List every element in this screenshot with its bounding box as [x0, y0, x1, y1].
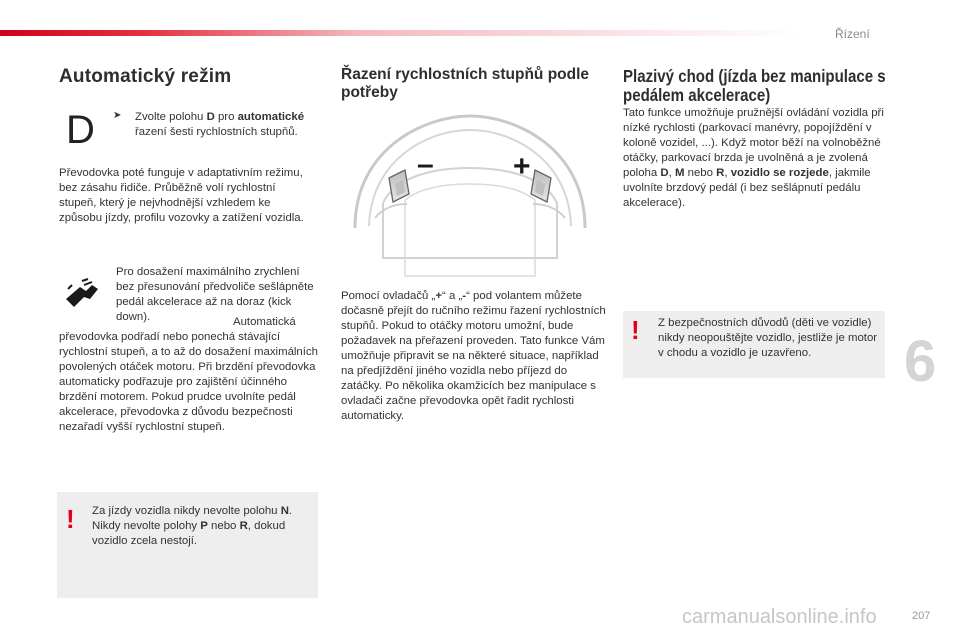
paddle-right-icon	[531, 170, 551, 202]
warning-icon: !	[66, 504, 75, 534]
bullet-icon: ➤	[113, 110, 122, 121]
select-d-instruction: Zvolte polohu D pro automatické řazení šesti rychlostních stupňů.	[135, 111, 305, 138]
warning-icon: !	[631, 315, 640, 345]
heading-automatic-mode: Automatický režim	[59, 66, 232, 87]
chapter-title: Řízení	[835, 27, 870, 41]
steering-wheel-paddles-illustration	[335, 108, 605, 278]
heading-creep-mode: Plazivý chod (jízda bez manipulace s pedálem akcelerace)	[623, 66, 886, 105]
chapter-number: 6	[904, 329, 937, 394]
page-number: 207	[912, 610, 931, 622]
header-gradient-rule	[0, 30, 800, 36]
warning-box-children	[623, 311, 885, 378]
wheel-plus-label: +	[513, 150, 531, 183]
paddle-left-icon	[389, 170, 409, 202]
gear-position-d-symbol: D	[66, 108, 95, 152]
kick-down-foot-icon	[62, 277, 102, 311]
watermark: carmanualsonline.info	[682, 606, 877, 628]
kick-down-paragraph: Pro dosažení maximálního zrychlení bez přesunování předvoliče sešlápněte pedál akcelerace až na doraz (kick down).	[116, 266, 314, 323]
downshift-paragraph: Automatická převodovka podřadí nebo ponechá stávající rychlostní stupeň, a to až do dosažení maximálních povolených otáček motoru. Při brzdění převodovka automaticky podřazuje pro zajištění účinného brzdění motorem. Pokud prudce uvolníte pedál akcelerace, převodovka z důvodu bezpečnosti nezařadí vyšší rychlostní stupeň.	[59, 316, 318, 433]
warning-text-children: Z bezpečnostních důvodů (děti ve vozidle) nikdy neopouštějte vozidlo, jestliže je motor v chodu a vozidlo je uzavřeno.	[658, 317, 878, 359]
warning-text-neutral: Za jízdy vozidla nikdy nevolte polohu N. Nikdy nevolte polohy P nebo R, dokud vozidlo zcela nestojí.	[92, 505, 293, 547]
warning-box-neutral	[57, 492, 318, 598]
creep-mode-paragraph: Tato funkce umožňuje pružnější ovládání vozidla při nízké rychlosti (parkovací manévry, popojíždění v koloně vozidel, ...). Když motor běží na volnoběžné otáčky, parkovací brzda je uvolněná a je zvolená poloha D, M nebo R, vozidlo se rozjede, jakmile uvolníte brzdový pedál (i bez sešlápnutí pedálu akcelerace).	[623, 107, 884, 209]
heading-manual-shifting: Řazení rychlostních stupňů podle potřeby	[341, 66, 590, 101]
manual-shifting-paragraph: Pomocí ovladačů „+“ a „-“ pod volantem můžete dočasně přejít do ručního režimu řazení rychlostních stupňů. Pokud to otáčky motoru umožní, bude požadavek na přeřazení proveden. Tato funkce Vám umožňuje připravit se na některé situace, například na předjíždění jiného vozidla nebo příjezd do zatáčky. Po několika okamžicích bez manipulace s ovladači začne převodovka opět řadit rychlosti automaticky.	[341, 290, 606, 422]
adaptive-mode-paragraph: Převodovka poté funguje v adaptativním režimu, bez zásahu řidiče. Průběžně volí rychlostní stupeň, který je nejvhodnější vzhledem ke způsobu jízdy, profilu vozovky a zatížení vozidla.	[59, 167, 304, 224]
wheel-minus-label: –	[417, 148, 434, 181]
